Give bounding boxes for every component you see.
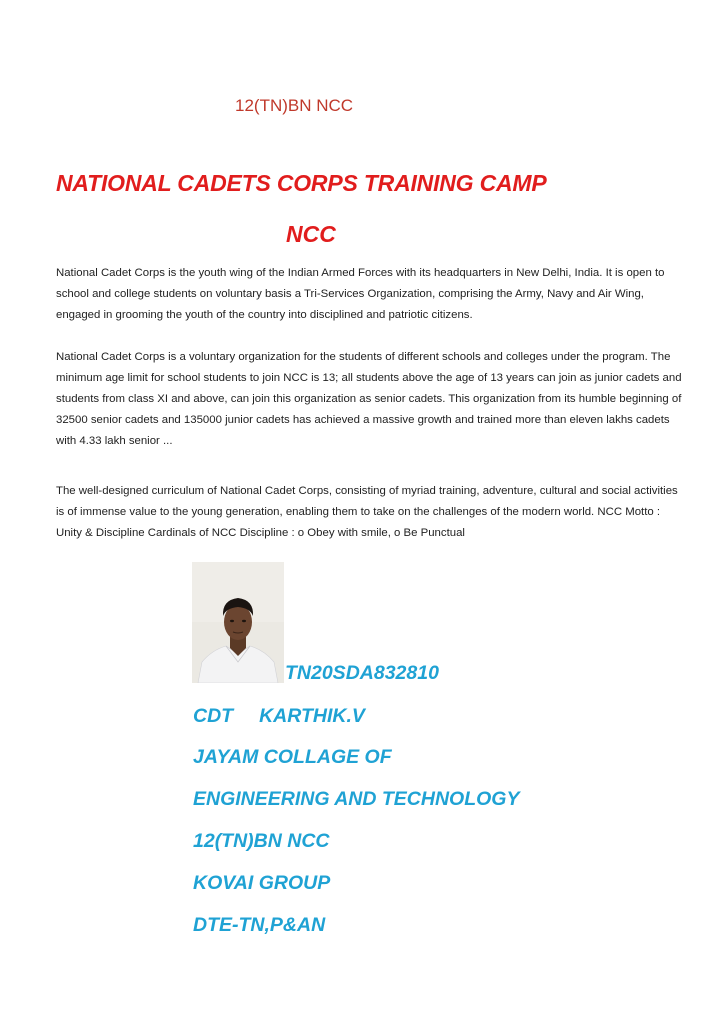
cadet-name-line <box>193 705 365 728</box>
paragraph-curriculum: The well-designed curriculum of National Cadet Corps, consisting of myriad training, adventure, cultural and social activities is of immense value to the young generation, enabling them to take on the challenges of the modern world. NCC Motto : Unity & Discipline Cardinals of NCC Discipline : o Obey with smile, o Be Punctual <box>56 485 678 539</box>
cadet-name: KARTHIK.V <box>259 705 365 727</box>
paragraph-intro: National Cadet Corps is the youth wing of the Indian Armed Forces with its headquarters in New Delhi, India. It is open to school and college students on voluntary basis a Tri-Services Organization, comprising the Army, Navy and Air Wing, engaged in grooming the youth of the country into disciplined and patriotic citizens. <box>56 267 665 321</box>
cadet-id: TN20SDA832810 <box>285 662 439 684</box>
cadet-unit: 12(TN)BN NCC <box>193 830 330 852</box>
unit-header: 12(TN)BN NCC <box>235 96 354 115</box>
cadet-rank: CDT <box>193 705 234 727</box>
cadet-group: KOVAI GROUP <box>193 872 331 894</box>
paragraph-eligibility: National Cadet Corps is a voluntary organization for the students of different schools and colleges under the program. The minimum age limit for school students to join NCC is 13; all students above the age of 13 years can join as junior cadets and students from class XI and above, can join this organization as senior cadets. This organization from its humble beginning of 32500 senior cadets and 135000 junior cadets has achieved a massive growth and trained more than eleven lakhs cadets with 4.33 lakh senior ... <box>56 351 682 447</box>
cadet-directorate: DTE-TN,P&AN <box>193 914 326 936</box>
sub-title: NCC <box>286 221 336 247</box>
college-line-2: ENGINEERING AND TECHNOLOGY <box>193 788 520 810</box>
cadet-photo <box>192 562 284 683</box>
main-title: NATIONAL CADETS CORPS TRAINING CAMP <box>56 170 547 196</box>
college-line-1: JAYAM COLLAGE OF <box>193 746 392 768</box>
cadet-portrait-image <box>192 562 284 683</box>
